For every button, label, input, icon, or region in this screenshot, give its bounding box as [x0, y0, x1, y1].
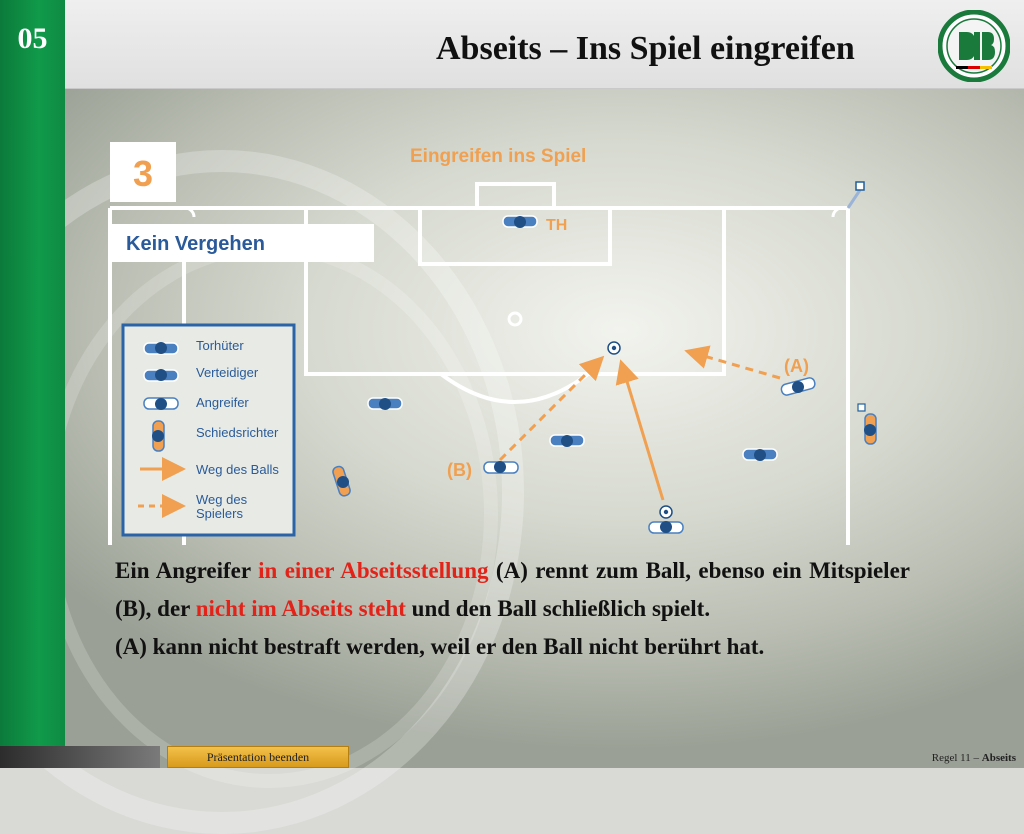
text-segment: und den Ball schließlich spielt.: [405, 596, 711, 621]
end-presentation-button[interactable]: Präsentation beenden: [167, 746, 349, 768]
legend-referee-label: Schiedsrichter: [196, 425, 279, 440]
page-title: Abseits – Ins Spiel eingreifen: [436, 30, 855, 67]
defender: [368, 398, 402, 410]
legend-referee-icon: [152, 421, 164, 451]
footer-rule-prefix: Regel 11 –: [931, 752, 982, 764]
defender: [550, 435, 584, 447]
ball: [608, 342, 620, 354]
footer-left-bar: [0, 746, 160, 768]
attacker-with-ball: [649, 521, 683, 533]
goalkeeper-label: TH: [546, 217, 568, 234]
legend-attacker-label: Angreifer: [196, 395, 249, 410]
slide-number: 05: [17, 22, 48, 55]
footer-rule-label: [932, 752, 1016, 764]
legend-goalkeeper-icon: [144, 342, 178, 354]
explanation-text: [115, 552, 910, 664]
ball-path: [622, 365, 663, 500]
legend-defender-label: Verteidiger: [196, 365, 259, 380]
legend-attacker-icon: [144, 398, 178, 410]
explanation-paragraph-1: [115, 552, 910, 628]
label-a: (A): [784, 356, 809, 376]
highlight-offside: in einer Abseitsstellung: [258, 558, 489, 583]
ball: [660, 506, 672, 518]
defender: [743, 449, 777, 461]
explanation-paragraph-2: (A) kann nicht bestraft werden, weil er den Ball nicht berührt hat.: [115, 634, 765, 659]
footer-rule-bold: Abseits: [981, 752, 1016, 764]
referee: [332, 465, 352, 497]
legend-player-path-label-2: Spielers: [196, 506, 243, 521]
attacker-a: [780, 377, 816, 396]
legend-goalkeeper-label: Torhüter: [196, 338, 244, 353]
scene-number: 3: [132, 153, 154, 194]
goalkeeper: [503, 216, 537, 228]
legend-defender-icon: [144, 369, 178, 381]
verdict-label: Kein Vergehen: [126, 233, 265, 255]
text-segment: (A) rennt zum Ball, ebenso ein Mitspieler (B), der: [115, 558, 910, 621]
label-b: (B): [447, 460, 472, 480]
assistant-referee: [864, 414, 876, 444]
text-segment: Ein Angreifer: [115, 558, 259, 583]
legend-player-path-label-1: Weg des: [196, 492, 248, 507]
legend-ball-path-label: Weg des Balls: [196, 462, 279, 477]
highlight-not-offside: nicht im Abseits steht: [195, 596, 406, 621]
diagram-heading: Eingreifen ins Spiel: [410, 146, 587, 167]
attacker-b: [484, 461, 518, 473]
